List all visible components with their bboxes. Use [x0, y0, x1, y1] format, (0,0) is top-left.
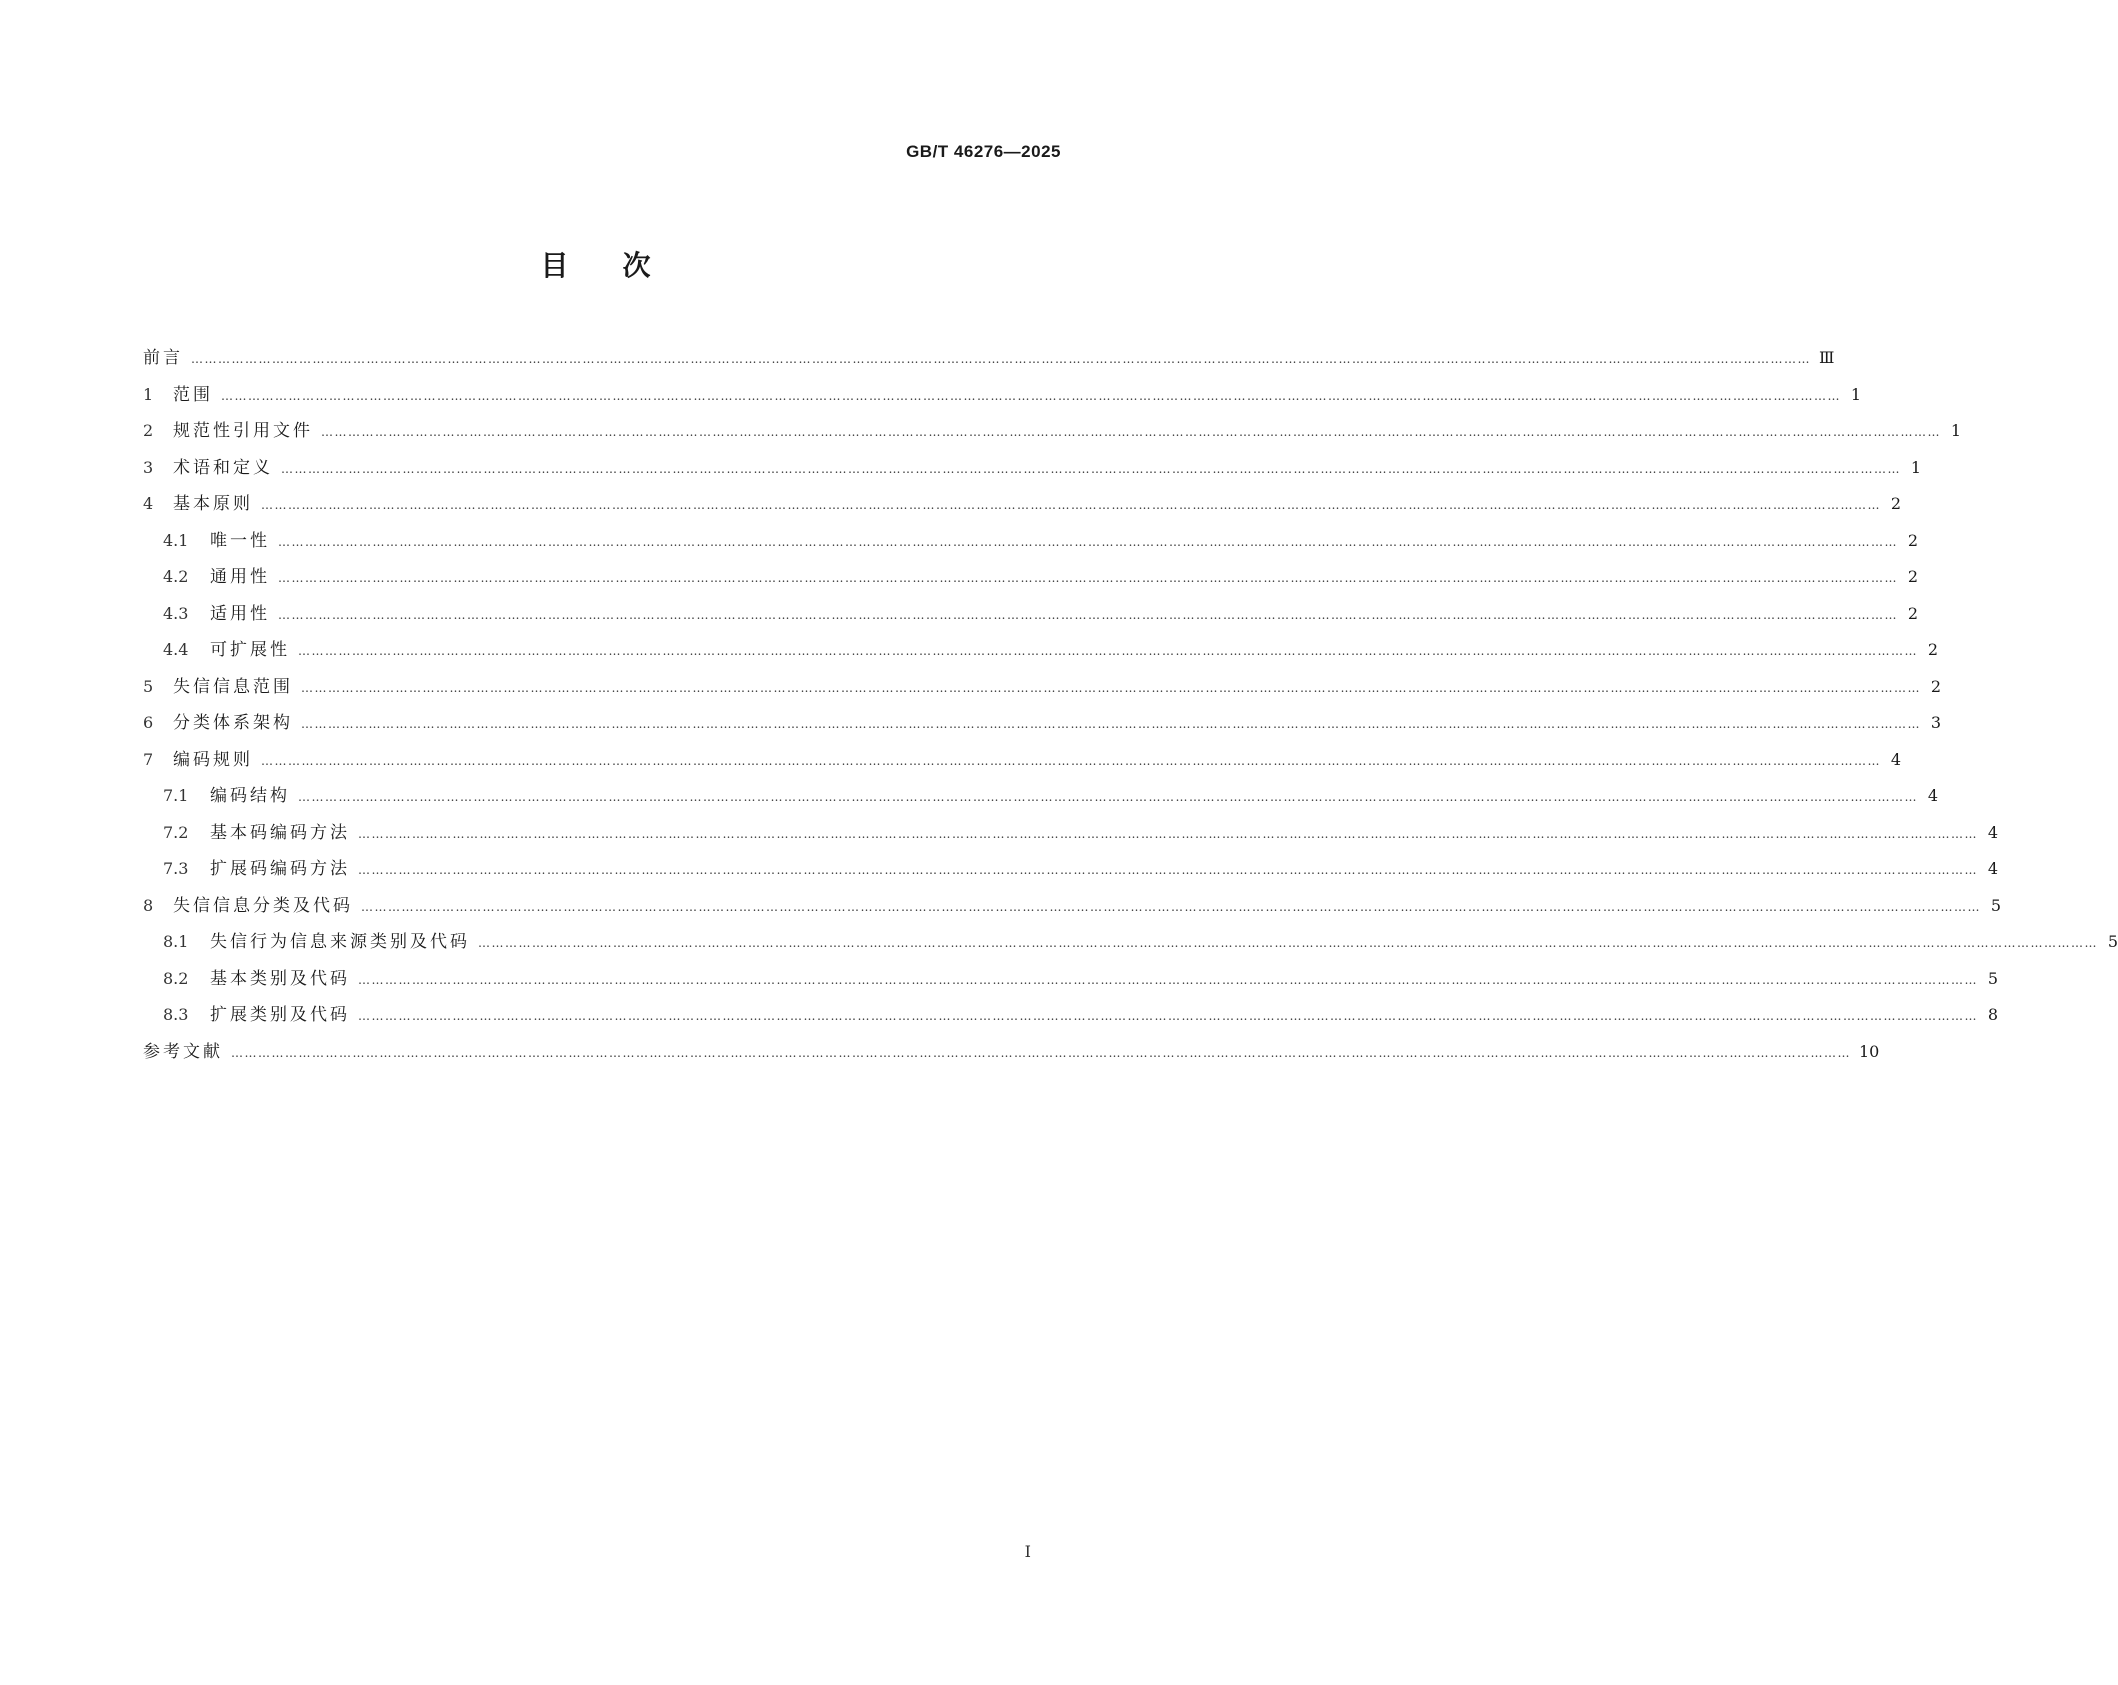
toc-entry-7-2[interactable] — [143, 815, 1998, 852]
toc-entry-number: 5 — [143, 676, 154, 696]
toc-entry-label: 通用性 — [210, 567, 270, 587]
toc-entry-4[interactable] — [143, 486, 1901, 523]
toc-entry-5[interactable] — [143, 669, 1941, 706]
toc-entry-label: 范围 — [173, 384, 213, 405]
toc-entry-number: 4.4 — [163, 640, 189, 659]
toc-entry-page: 5 — [2107, 932, 2118, 951]
leader-dots: ……………………………………………………………………………………………………………………………………………………………………………………………………………………………………………………………………………………………………………………………… — [221, 388, 1841, 403]
toc-entry-number: 7 — [143, 749, 154, 769]
toc-entry-page: 2 — [1907, 567, 1918, 586]
toc-entry-number: 7.3 — [163, 859, 189, 878]
toc-entry-number: 8.3 — [163, 1005, 189, 1024]
toc-title-left: 目 — [540, 249, 569, 282]
toc-entry-3[interactable] — [143, 450, 1921, 487]
toc-entry-label: 失信信息分类及代码 — [173, 895, 353, 916]
leader-dots: ……………………………………………………………………………………………………………………………………………………………………………………………………………………………………………………………………………………………………………………………… — [278, 607, 1898, 622]
leader-dots: ……………………………………………………………………………………………………………………………………………………………………………………………………………………………………………………………………………………………………………………………… — [278, 534, 1898, 549]
toc-entry-4-1[interactable] — [143, 523, 1918, 560]
toc-entry-page: 4 — [1890, 749, 1901, 769]
toc-entry-references[interactable] — [143, 1034, 1880, 1071]
toc-entry-page: 1 — [1850, 384, 1861, 404]
toc-entry-label: 术语和定义 — [173, 457, 273, 478]
toc-entry-label: 扩展类别及代码 — [210, 1005, 350, 1025]
leader-dots: ……………………………………………………………………………………………………………………………………………………………………………………………………………………………………………………………………………………………………………………………… — [261, 753, 1881, 768]
toc-entry-number: 4.2 — [163, 567, 189, 586]
toc-entry-label: 前言 — [143, 348, 183, 368]
toc-entry-page: 2 — [1930, 676, 1941, 696]
toc-title — [0, 244, 1191, 284]
toc-entry-label: 基本原则 — [173, 494, 253, 514]
toc-entry-page: 8 — [1987, 1005, 1998, 1024]
toc-entry-7[interactable] — [143, 742, 1901, 779]
toc-entry-label: 失信行为信息来源类别及代码 — [210, 932, 470, 952]
toc-entry-page: 5 — [1990, 895, 2001, 915]
toc-entry-label: 编码结构 — [210, 786, 290, 806]
toc-entry-4-4[interactable] — [143, 632, 1938, 669]
toc-entry-2[interactable] — [143, 413, 1961, 450]
toc-entry-label: 适用性 — [210, 603, 270, 624]
toc-entry-7-1[interactable] — [143, 778, 1938, 815]
toc-entry-label: 唯一性 — [210, 530, 270, 551]
toc-entry-number: 3 — [143, 457, 154, 477]
toc-entry-label: 分类体系架构 — [173, 713, 293, 733]
toc-entry-page: 4 — [1927, 786, 1938, 805]
leader-dots: ……………………………………………………………………………………………………………………………………………………………………………………………………………………………………………………………………………………………………………………………… — [358, 826, 1978, 841]
toc-entry-4-3[interactable] — [143, 596, 1918, 633]
toc-entry-label: 失信信息范围 — [173, 676, 293, 697]
leader-dots: ……………………………………………………………………………………………………………………………………………………………………………………………………………………………………………………………………………………………………………………………… — [478, 936, 2098, 950]
page-folio: Ⅰ — [1024, 1542, 1031, 1561]
leader-dots: ……………………………………………………………………………………………………………………………………………………………………………………………………………………………………………………………………………………………………………………………… — [358, 863, 1978, 877]
toc-entry-number: 4.3 — [163, 603, 189, 623]
leader-dots: ……………………………………………………………………………………………………………………………………………………………………………………………………………………………………………………………………………………………………………………………… — [278, 571, 1898, 585]
toc-entry-number: 2 — [143, 421, 154, 440]
toc-entry-label: 基本码编码方法 — [210, 822, 350, 843]
leader-dots: ……………………………………………………………………………………………………………………………………………………………………………………………………………………………………………………………………………………………………………………………… — [358, 972, 1978, 987]
toc-entry-label: 规范性引用文件 — [173, 421, 313, 441]
toc-entry-page: 2 — [1890, 494, 1901, 513]
toc-entry-page: 10 — [1859, 1041, 1880, 1061]
toc-entry-page: 3 — [1930, 713, 1941, 732]
toc-entry-1[interactable] — [143, 377, 1861, 414]
toc-entry-page: 2 — [1927, 640, 1938, 659]
toc-entry-number: 4.1 — [163, 530, 189, 550]
toc-entry-8-1[interactable] — [143, 924, 2118, 961]
toc-entry-page: 4 — [1987, 822, 1998, 842]
toc-entry-page: 2 — [1907, 530, 1918, 550]
toc-entry-label: 可扩展性 — [210, 640, 290, 660]
leader-dots: ……………………………………………………………………………………………………………………………………………………………………………………………………………………………………………………………………………………………………………………………… — [261, 498, 1881, 512]
leader-dots: ……………………………………………………………………………………………………………………………………………………………………………………………………………………………………………………………………………………………………………………………… — [358, 1009, 1978, 1023]
leader-dots: ……………………………………………………………………………………………………………………………………………………………………………………………………………………………………………………………………………………………………………………………… — [361, 899, 1981, 914]
toc-entry-label: 编码规则 — [173, 749, 253, 770]
toc-entry-page: 1 — [1950, 421, 1961, 440]
toc-entry-8-3[interactable] — [143, 997, 1998, 1034]
toc-entry-number: 8.2 — [163, 968, 189, 988]
toc-entry-page: 2 — [1907, 603, 1918, 623]
toc-entry-label: 参考文献 — [143, 1041, 223, 1062]
toc-entry-6[interactable] — [143, 705, 1941, 742]
toc-entry-4-2[interactable] — [143, 559, 1918, 596]
toc-entry-8[interactable] — [143, 888, 2001, 925]
leader-dots: ……………………………………………………………………………………………………………………………………………………………………………………………………………………………………………………………………………………………………………………………… — [298, 644, 1918, 658]
toc-entry-number: 8 — [143, 895, 154, 915]
leader-dots: ……………………………………………………………………………………………………………………………………………………………………………………………………………………………………………………………………………………………………………………………… — [301, 680, 1921, 695]
standard-code: GB/T 46276—2025 — [906, 142, 1061, 161]
toc-entry-7-3[interactable] — [143, 851, 1998, 888]
leader-dots: ……………………………………………………………………………………………………………………………………………………………………………………………………………………………………………………………………………………………………………………………… — [321, 425, 1941, 439]
leader-dots: ……………………………………………………………………………………………………………………………………………………………………………………………………………………………………………………………………………………………………………………………… — [191, 352, 1811, 366]
leader-dots: ……………………………………………………………………………………………………………………………………………………………………………………………………………………………………………………………………………………………………………………………… — [281, 461, 1901, 476]
leader-dots: ……………………………………………………………………………………………………………………………………………………………………………………………………………………………………………………………………………………………………………………………… — [301, 717, 1921, 731]
toc-entry-page: 4 — [1987, 859, 1998, 878]
toc-entry-page: 5 — [1987, 968, 1998, 988]
toc-entry-label: 扩展码编码方法 — [210, 859, 350, 879]
toc-entry-8-2[interactable] — [143, 961, 1998, 998]
leader-dots: ……………………………………………………………………………………………………………………………………………………………………………………………………………………………………………………………………………………………………………………………… — [231, 1045, 1851, 1060]
table-of-contents — [143, 340, 2118, 1070]
toc-entry-number: 6 — [143, 713, 154, 732]
toc-entry-number: 4 — [143, 494, 154, 513]
toc-entry-label: 基本类别及代码 — [210, 968, 350, 989]
toc-entry-number: 7.1 — [163, 786, 189, 805]
toc-entry-number: 7.2 — [163, 822, 189, 842]
toc-title-right: 次 — [622, 249, 651, 282]
toc-entry-page: 1 — [1910, 457, 1921, 477]
toc-entry-number: 1 — [143, 384, 154, 404]
toc-entry-foreword[interactable] — [143, 340, 1835, 377]
toc-entry-number: 8.1 — [163, 932, 189, 951]
toc-entry-page: Ⅲ — [1819, 348, 1835, 367]
leader-dots: ……………………………………………………………………………………………………………………………………………………………………………………………………………………………………………………………………………………………………………………………… — [298, 790, 1918, 804]
